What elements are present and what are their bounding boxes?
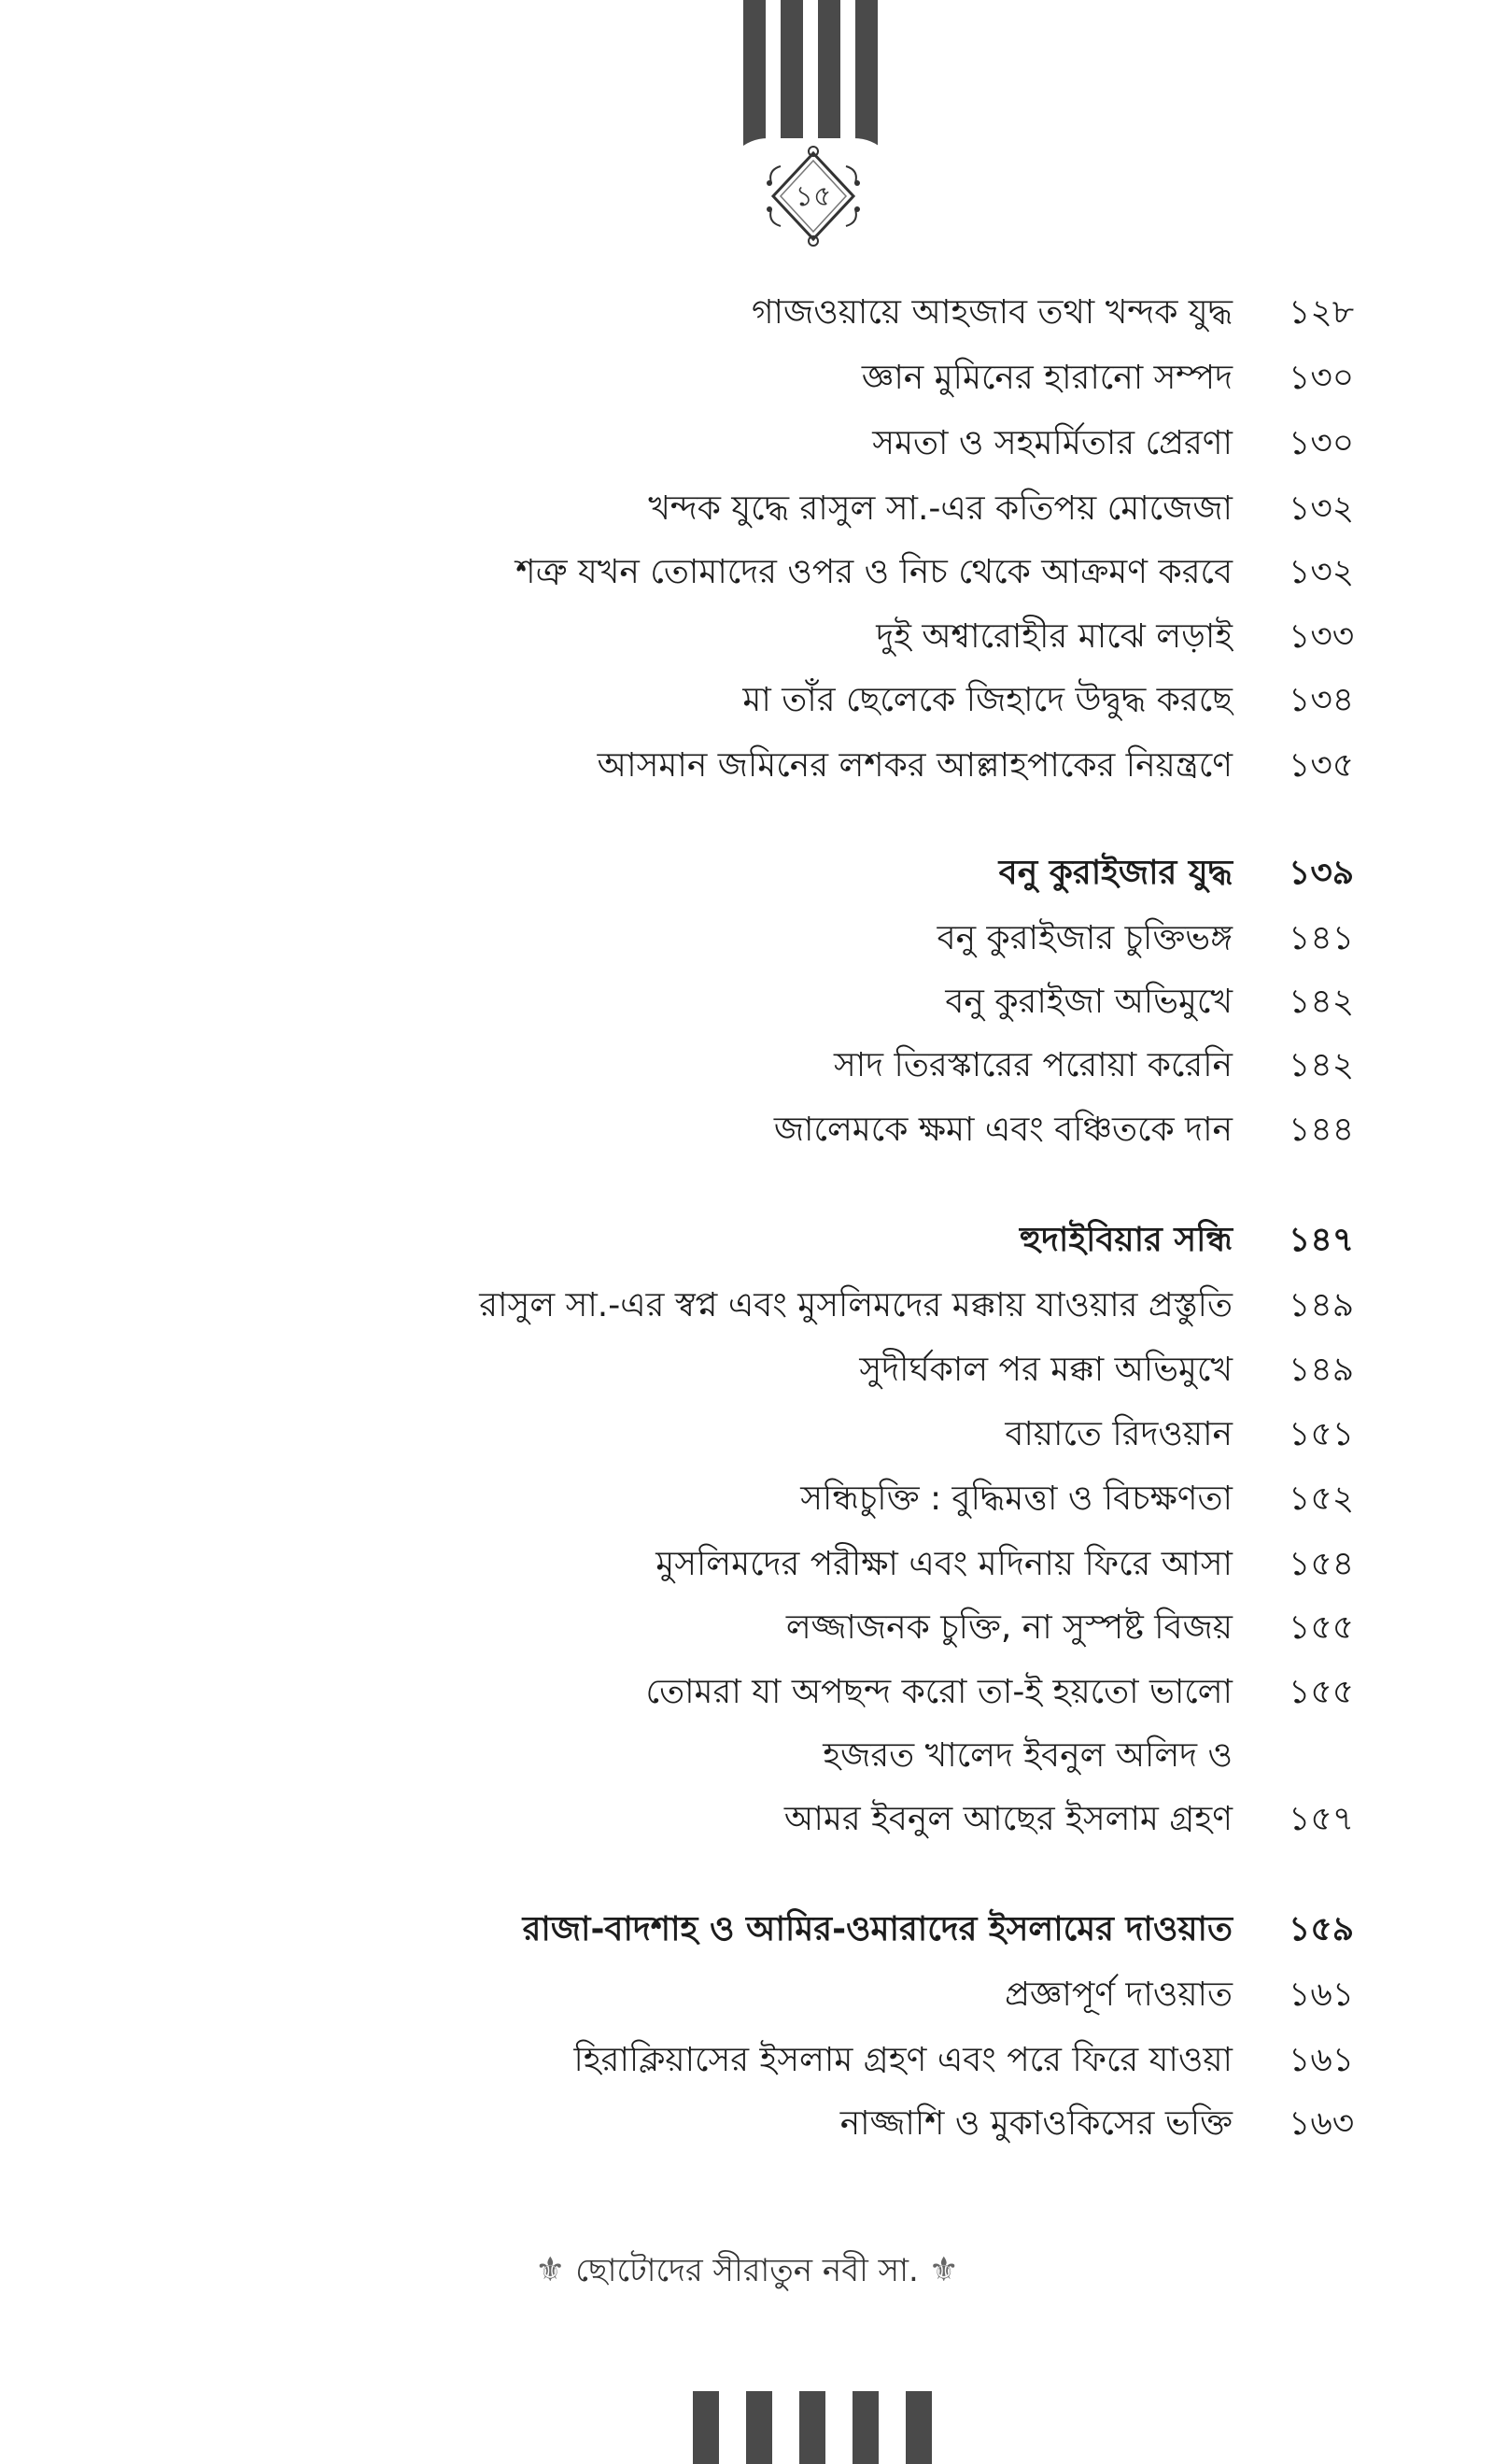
toc-entry-title: নাজ্জাশি ও মুকাওকিসের ভক্তি (839, 2104, 1233, 2143)
running-footer (0, 2246, 1494, 2300)
toc-entry (0, 609, 1494, 665)
toc-entry-title: জালেমকে ক্ষমা এবং বঞ্চিতকে দান (773, 1111, 1233, 1149)
toc-entry (0, 1664, 1494, 1721)
footer-ornament-right-icon: ⚜ (928, 2251, 959, 2289)
toc-entry (0, 673, 1494, 729)
toc-entry (0, 2096, 1494, 2152)
toc-entry-title: রাসুল সা.-এর স্বপ্ন এবং মুসলিমদের মক্কায় যাওয়ার প্রস্তুতি (479, 1286, 1233, 1324)
toc-entry (0, 911, 1494, 967)
toc-entry-title: বনু কুরাইজার চুক্তিভঙ্গ (937, 919, 1233, 957)
toc-section-heading (0, 1212, 1494, 1268)
toc-entry-page: ১৩৩ (1289, 617, 1355, 656)
toc-entry-page: ১৬৩ (1289, 2104, 1355, 2143)
toc-entry-page: ১৪২ (1289, 983, 1355, 1021)
toc-entry-page: ১৪২ (1289, 1046, 1355, 1084)
toc-entry-title: রাজা-বাদশাহ ও আমির-ওমারাদের ইসলামের দাওয়াত (522, 1910, 1233, 1948)
toc-entry-title: দুই অশ্বারোহীর মাঝে লড়াই (876, 617, 1233, 656)
toc-entry-title: হুদাইবিয়ার সন্ধি (1020, 1221, 1233, 1259)
toc-entry-title: সুদীর্ঘকাল পর মক্কা অভিমুখে (859, 1351, 1233, 1389)
toc-entry-title: হিরাক্লিয়াসের ইসলাম গ্রহণ এবং পরে ফিরে যাওয়া (573, 2041, 1233, 2079)
toc-entry-title: হজরত খালেদ ইবনুল অলিদ ও (823, 1736, 1233, 1775)
toc-entry-title: আসমান জমিনের লশকর আল্লাহপাকের নিয়ন্ত্রণে (597, 746, 1233, 785)
toc-entry (0, 738, 1494, 794)
toc-entry-title: প্রজ্ঞাপূর্ণ দাওয়াত (1005, 1975, 1233, 2014)
toc-entry-page: ১৩২ (1289, 553, 1355, 591)
toc-entry-title: মুসলিমদের পরীক্ষা এবং মদিনায় ফিরে আসা (655, 1545, 1233, 1583)
toc-entry-title: জ্ঞান মুমিনের হারানো সম্পদ (861, 359, 1233, 397)
toc-entry-page: ১৪৪ (1289, 1111, 1355, 1149)
toc-entry (0, 1342, 1494, 1398)
toc-entry (0, 285, 1494, 341)
toc-entry (0, 1407, 1494, 1463)
toc-entry (0, 1038, 1494, 1094)
toc-entry-page: ১৩০ (1289, 359, 1355, 397)
toc-entry-page: ১৬১ (1289, 1975, 1355, 2014)
toc-entry (0, 2032, 1494, 2089)
toc-entry (0, 1967, 1494, 2023)
toc-entry-title: তোমরা যা অপছন্দ করো তা-ই হয়তো ভালো (645, 1673, 1233, 1711)
toc-entry-page: ১৩৫ (1289, 746, 1355, 785)
toc-entry-page: ১৫৪ (1289, 1545, 1355, 1583)
toc-entry (0, 1600, 1494, 1656)
toc-entry-title: মা তাঁর ছেলেকে জিহাদে উদ্বুদ্ধ করছে (742, 681, 1233, 719)
toc-entry-title: সন্ধিচুক্তি : বুদ্ধিমত্তা ও বিচক্ষণতা (800, 1480, 1233, 1518)
toc-entry (0, 481, 1494, 537)
toc-entry-page: ১৫৯ (1289, 1910, 1355, 1948)
book-title: ছোটোদের সীরাতুন নবী সা. (575, 2252, 919, 2289)
page-number: ১৫ (795, 180, 832, 213)
toc-entry (0, 545, 1494, 601)
toc-entry-title: লজ্জাজনক চুক্তি, না সুস্পষ্ট বিজয় (785, 1608, 1233, 1647)
toc-entry-page: ১৪১ (1289, 919, 1355, 957)
toc-entry-page: ১৪৯ (1289, 1286, 1355, 1324)
toc-entry-title: গাজওয়ায়ে আহজাব তথা খন্দক যুদ্ধ (751, 293, 1233, 332)
toc-entry (0, 1102, 1494, 1158)
toc-entry (0, 350, 1494, 406)
toc-entry-title: শত্রু যখন তোমাদের ওপর ও নিচ থেকে আক্রমণ করবে (515, 553, 1233, 591)
toc-entry (0, 416, 1494, 472)
toc-entry-page: ১৩০ (1289, 424, 1355, 462)
toc-entry-title: বায়াতে রিদওয়ান (1005, 1415, 1233, 1453)
toc-entry-title: সাদ তিরস্কারের পরোয়া করেনি (833, 1046, 1233, 1084)
toc-entry-title: বনু কুরাইজার যুদ্ধ (998, 854, 1233, 892)
toc-entry (0, 1728, 1494, 1784)
toc-entry-page: ১৫৫ (1289, 1608, 1355, 1647)
toc-entry-title: সমতা ও সহমর্মিতার প্রেরণা (872, 424, 1233, 462)
toc-section-heading (0, 845, 1494, 901)
toc-entry-page: ১৫২ (1289, 1480, 1355, 1518)
toc-entry-title: খন্দক যুদ্ধে রাসুল সা.-এর কতিপয় মোজেজা (648, 489, 1233, 528)
toc-entry-page: ১৩৪ (1289, 681, 1355, 719)
toc-entry (0, 1791, 1494, 1848)
toc-entry-page: ১৫১ (1289, 1415, 1355, 1453)
toc-section-heading (0, 1902, 1494, 1958)
toc-entry-page: ১৪৭ (1289, 1221, 1355, 1259)
toc-entry (0, 974, 1494, 1030)
toc-entry-title: বনু কুরাইজা অভিমুখে (945, 983, 1233, 1021)
toc-entry (0, 1278, 1494, 1334)
toc-entry-page: ১৪৯ (1289, 1351, 1355, 1389)
toc-entry-page: ১৩২ (1289, 489, 1355, 528)
toc-entry (0, 1536, 1494, 1593)
toc-entry-page: ১২৮ (1289, 293, 1355, 332)
toc-entry-page: ১৫৭ (1289, 1800, 1355, 1838)
toc-entry-page: ১৫৫ (1289, 1673, 1355, 1711)
toc-entry-page: ১৩৯ (1289, 854, 1355, 892)
toc-entry-title: আমর ইবনুল আছের ইসলাম গ্রহণ (783, 1800, 1233, 1838)
toc-entry-page: ১৬১ (1289, 2041, 1355, 2079)
bottom-stripe-ornament (693, 2391, 936, 2464)
footer-ornament-left-icon: ⚜ (535, 2251, 566, 2289)
toc-entry (0, 1471, 1494, 1527)
